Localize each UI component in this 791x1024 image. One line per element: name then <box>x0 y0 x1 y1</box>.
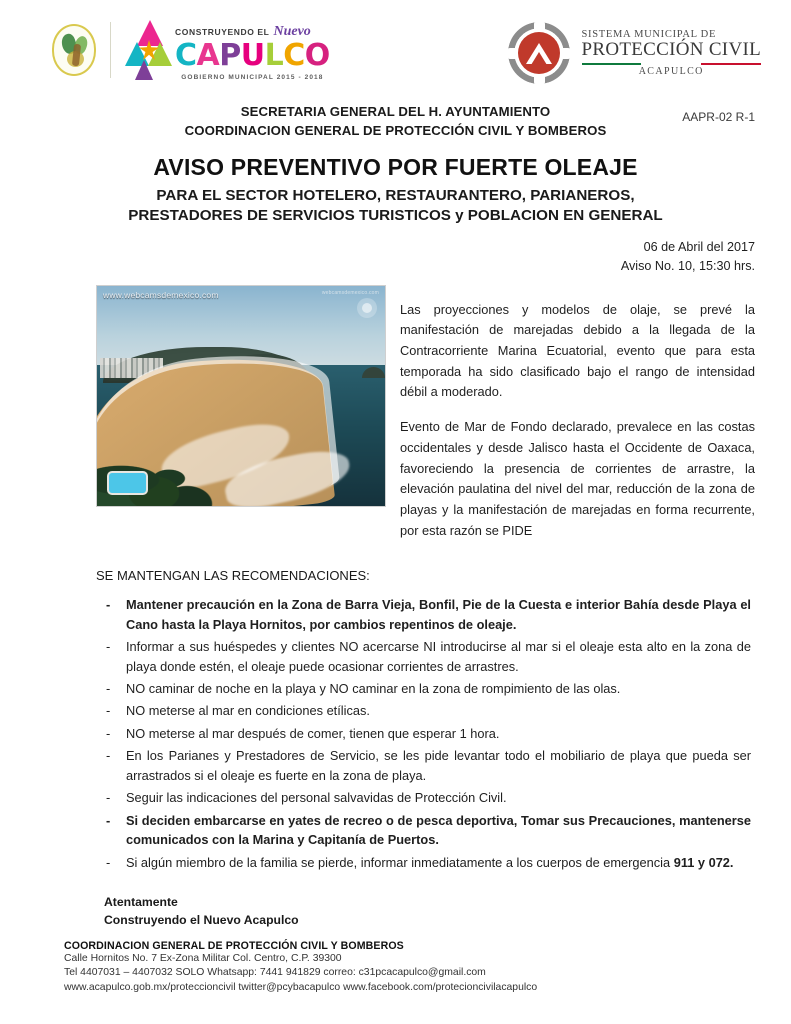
footer-contact: Tel 4407031 – 4407032 SOLO Whatsapp: 7441 941829 correo: c31pcacapulco@gmail.com <box>64 967 486 979</box>
footer-web: www.acapulco.gob.mx/proteccioncivil twitter@pcybacapulco www.facebook.com/protecioncivilacapulco <box>64 982 538 994</box>
list-item <box>104 853 751 872</box>
list-item <box>104 811 751 850</box>
list-item <box>104 595 751 634</box>
title-block <box>0 154 791 224</box>
header-line-1: SECRETARIA GENERAL DEL H. AYUNTAMIENTO <box>240 104 551 119</box>
acapulco-wordmark <box>125 18 330 82</box>
list-item-text: Informar a sus huéspedes y clientes NO acercarse NI introducirse al mar si el oleaje esta alto en la zona de playa donde estén, el oleaje puede ocasionar corrientes de arrastres. <box>126 639 751 674</box>
list-item <box>104 679 751 698</box>
date-block <box>0 238 791 275</box>
list-item-text: NO meterse al mar en condiciones etílicas. <box>126 703 370 719</box>
tagline-script: Nuevo <box>273 24 311 39</box>
paragraph-1: Las proyecciones y modelos de olaje, se prevé la manifestación de marejadas debido a la llegada de la Contracorriente Marina Ecuatorial, evento que para esta temporada ha sido clasificado bajo el rango de intensidad débil a moderado. <box>400 301 755 400</box>
list-item-text: Si algún miembro de la familia se pierde, informar inmediatamente a los cuerpos de emergencia 911 y 072. <box>126 854 734 870</box>
photo-watermark: www.webcamsdemexico.com <box>103 289 219 300</box>
webcam-sun-icon <box>357 298 377 318</box>
list-item <box>104 746 751 785</box>
list-item <box>104 701 751 720</box>
photo-container <box>96 285 386 507</box>
list-item-text: Si deciden embarcarse en yates de recreo o de pesca deportiva, Tomar sus Precauciones, mantenerse comunicados con la Marina y Capitanía de Puertos. <box>126 812 751 848</box>
pc-line3: ACAPULCO <box>638 65 704 77</box>
acapulco-a-logo-icon <box>125 20 173 82</box>
header-line-2: COORDINACION GENERAL DE PROTECCIÓN CIVIL Y BOMBEROS <box>184 123 607 139</box>
list-item-text: NO caminar de noche en la playa y NO caminar en la zona de rompimiento de las olas. <box>126 681 621 697</box>
document-footer <box>0 940 791 996</box>
acapulco-wordmark-letters: CAPULCO <box>175 38 330 73</box>
list-item-text: En los Parianes y Prestadores de Servicio, se les pide levantar todo el mobiliario de playa que pueda ser arrastrados si el oleaje es fuerte en la zona de playa. <box>126 748 751 783</box>
acapulco-government-logo <box>52 18 330 82</box>
pc-line1: SISTEMA MUNICIPAL DE <box>581 28 717 40</box>
proteccion-civil-logo <box>508 18 762 84</box>
logo-divider <box>110 22 111 78</box>
list-item <box>104 788 751 807</box>
notice-number-time: Aviso No. 10, 15:30 hrs. <box>620 258 755 273</box>
pc-line2: PROTECCIÓN CIVIL <box>581 39 761 60</box>
signature-block <box>0 875 791 930</box>
photo-watermark-right: webcamsdemexico.com <box>321 289 379 296</box>
mexican-flag-rule-icon <box>582 63 762 65</box>
list-item <box>104 637 751 676</box>
logo-bar <box>0 0 791 96</box>
list-item-text: NO meterse al mar después de comer, tienen que esperar 1 hora. <box>126 725 500 741</box>
footer-org: COORDINACION GENERAL DE PROTECCIÓN CIVIL Y BOMBEROS <box>64 939 404 952</box>
list-item-text: Seguir las indicaciones del personal salvavidas de Protección Civil. <box>126 790 507 806</box>
proteccion-civil-emblem-icon <box>508 22 570 84</box>
beach-webcam-photo <box>96 285 386 507</box>
list-item <box>104 724 751 743</box>
footer-address: Calle Hornitos No. 7 Ex-Zona Militar Col. Centro, C.P. 39300 <box>64 952 342 964</box>
signature-line-2: Construyendo el Nuevo Acapulco <box>104 913 299 928</box>
page-title: AVISO PREVENTIVO POR FUERTE OLEAJE <box>153 154 638 181</box>
signature-line-1: Atentamente <box>104 894 178 909</box>
list-item-text: Mantener precaución en la Zona de Barra Vieja, Bonfil, Pie de la Cuesta e interior Bahía desde Playa el Cano hasta la Playa Hornitos, por cambios repentinos de oleaje. <box>126 597 751 632</box>
recommendations-lead-in: SE MANTENGAN LAS RECOMENDACIONES: <box>96 568 370 584</box>
paragraph-2: Evento de Mar de Fondo declarado, prevalece en las costas occidentales y desde Jalisco hasta el Occidente de Oaxaca, favoreciendo la presencia de corrientes de arrastre, la elevación paulatina del nivel del mar, reducción de la zona de playas y la manifestación de marejadas en forma recurrente, por esta razón se PIDE <box>400 419 755 538</box>
emergency-numbers: 911 y 072. <box>673 854 734 870</box>
page-subtitle-2: PRESTADORES DE SERVICIOS TURISTICOS y POBLACION EN GENERAL <box>128 207 663 225</box>
body-row <box>0 275 791 555</box>
intro-paragraphs <box>400 285 755 555</box>
document-header <box>0 96 791 140</box>
acapulco-municipal-seal-icon <box>52 24 96 76</box>
document-code: AAPR-02 R-1 <box>682 110 755 124</box>
page-subtitle-1: PARA EL SECTOR HOTELERO, RESTAURANTERO, PARIANEROS, <box>156 187 635 205</box>
notice-date: 06 de Abril del 2017 <box>643 240 755 255</box>
acapulco-subtitle: GOBIERNO MUNICIPAL 2015 - 2018 <box>181 74 324 81</box>
tagline-pre: CONSTRUYENDO EL <box>175 27 270 37</box>
recommendations-list <box>0 595 791 872</box>
